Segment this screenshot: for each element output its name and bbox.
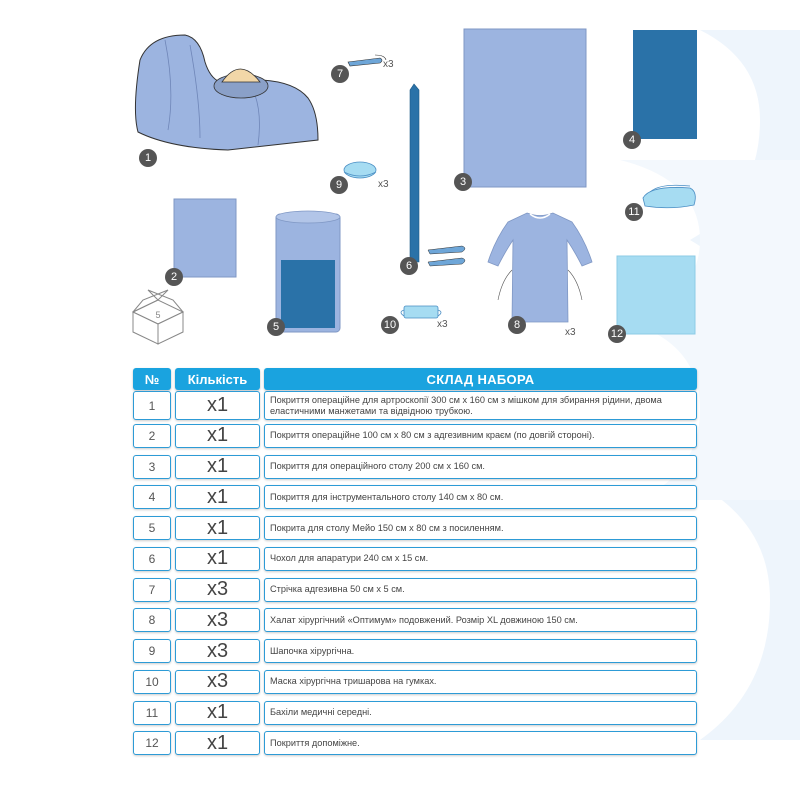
row-description: Бахіли медичні середні. xyxy=(264,701,697,725)
row-number: 4 xyxy=(133,485,171,509)
badge-11 xyxy=(625,203,643,221)
svg-text:11: 11 xyxy=(628,206,640,218)
row-description: Покрита для столу Мейо 150 см х 80 см з посиленням. xyxy=(264,516,697,540)
item-1-drape-image xyxy=(135,35,318,150)
row-number: 11 xyxy=(133,701,171,725)
item-12-drape-image xyxy=(617,256,695,334)
badge-1 xyxy=(139,149,157,167)
table-row xyxy=(133,452,697,483)
row-number: 6 xyxy=(133,547,171,571)
table-row xyxy=(133,390,697,421)
row-quantity: x1 xyxy=(175,516,260,540)
badge-8 xyxy=(508,316,526,334)
row-quantity: x1 xyxy=(175,547,260,571)
item-3-table-cover-image xyxy=(464,29,586,187)
row-description: Чохол для апаратури 240 см х 15 см. xyxy=(264,547,697,571)
row-description: Покриття операційне 100 см х 80 см з адгезивним краєм (по довгій стороні). xyxy=(264,424,697,448)
row-description: Покриття допоміжне. xyxy=(264,731,697,755)
svg-text:9: 9 xyxy=(335,179,343,191)
row-description: Халат хірургічний «Оптимум» подовжений. Розмір XL довжиною 150 см. xyxy=(264,608,697,632)
badge-3 xyxy=(454,173,472,191)
row-quantity: x1 xyxy=(175,455,260,479)
table-row xyxy=(133,605,697,636)
row-quantity: x1 xyxy=(175,424,260,448)
table-row xyxy=(133,482,697,513)
row-quantity: x1 xyxy=(175,731,260,755)
svg-text:6: 6 xyxy=(405,260,413,272)
badge-9 xyxy=(330,176,348,194)
table-header xyxy=(133,368,697,390)
svg-text:4: 4 xyxy=(628,134,636,146)
row-quantity: x3 xyxy=(175,639,260,663)
svg-text:1: 1 xyxy=(144,152,152,164)
header-quantity: Кількість xyxy=(175,368,260,390)
item-7-multiplier: x3 xyxy=(383,59,394,70)
row-description: Шапочка хірургічна. xyxy=(264,639,697,663)
row-quantity: x1 xyxy=(175,701,260,725)
table-row xyxy=(133,575,697,606)
item-8-multiplier: x3 xyxy=(565,327,576,338)
row-number: 2 xyxy=(133,424,171,448)
svg-text:10: 10 xyxy=(383,319,397,331)
table-row xyxy=(133,544,697,575)
row-quantity: x3 xyxy=(175,670,260,694)
badge-6 xyxy=(400,257,418,275)
table-row xyxy=(133,636,697,667)
row-description: Покриття для операційного столу 200 см х 160 см. xyxy=(264,455,697,479)
row-number: 1 xyxy=(133,391,171,420)
row-description: Маска хірургічна тришарова на гумках. xyxy=(264,670,697,694)
box-icon xyxy=(133,290,183,344)
badge-7 xyxy=(331,65,349,83)
badge-10 xyxy=(381,316,399,334)
box-count: 5 xyxy=(155,310,161,320)
item-9-cap-image xyxy=(344,162,376,178)
kit-illustration xyxy=(0,0,800,360)
svg-text:8: 8 xyxy=(513,319,521,331)
row-quantity: x3 xyxy=(175,608,260,632)
item-11-shoe-covers-image xyxy=(643,185,695,208)
badge-5 xyxy=(267,318,285,336)
badge-12 xyxy=(608,325,626,343)
header-composition: СКЛАД НАБОРА xyxy=(264,368,697,390)
row-number: 8 xyxy=(133,608,171,632)
kit-composition-table xyxy=(133,368,697,759)
svg-text:3: 3 xyxy=(459,176,467,188)
item-2-drape-image xyxy=(174,199,236,277)
table-row xyxy=(133,698,697,729)
row-description: Покриття для інструментального столу 140 см х 80 см. xyxy=(264,485,697,509)
svg-text:5: 5 xyxy=(272,321,280,333)
table-body xyxy=(133,390,697,759)
badge-4 xyxy=(623,131,641,149)
badge-2 xyxy=(165,268,183,286)
table-row xyxy=(133,421,697,452)
header-number: № xyxy=(133,368,171,390)
row-number: 12 xyxy=(133,731,171,755)
row-number: 9 xyxy=(133,639,171,663)
item-10-mask-image xyxy=(401,306,441,318)
item-8-gown-image xyxy=(488,213,592,322)
item-5-mayo-cover-image xyxy=(276,211,340,332)
row-quantity: x1 xyxy=(175,485,260,509)
item-7-tape-image xyxy=(348,55,386,66)
row-description: Покриття операційне для артроскопії 300 см х 160 см з мішком для збирання рідини, двома еластичними манжетами та відвідною трубкою. xyxy=(264,391,697,420)
table-row xyxy=(133,728,697,759)
item-6-equipment-cover-image xyxy=(410,84,465,266)
table-row xyxy=(133,667,697,698)
row-number: 5 xyxy=(133,516,171,540)
svg-text:7: 7 xyxy=(336,68,344,80)
item-4-instrument-cover-image xyxy=(633,30,697,139)
svg-text:2: 2 xyxy=(170,271,178,283)
row-number: 7 xyxy=(133,578,171,602)
row-number: 3 xyxy=(133,455,171,479)
row-quantity: x3 xyxy=(175,578,260,602)
item-9-multiplier: x3 xyxy=(378,179,389,190)
row-number: 10 xyxy=(133,670,171,694)
row-description: Стрічка адгезивна 50 см х 5 см. xyxy=(264,578,697,602)
item-10-multiplier: x3 xyxy=(437,319,448,330)
row-quantity: x1 xyxy=(175,391,260,420)
svg-text:12: 12 xyxy=(610,328,624,340)
table-row xyxy=(133,513,697,544)
